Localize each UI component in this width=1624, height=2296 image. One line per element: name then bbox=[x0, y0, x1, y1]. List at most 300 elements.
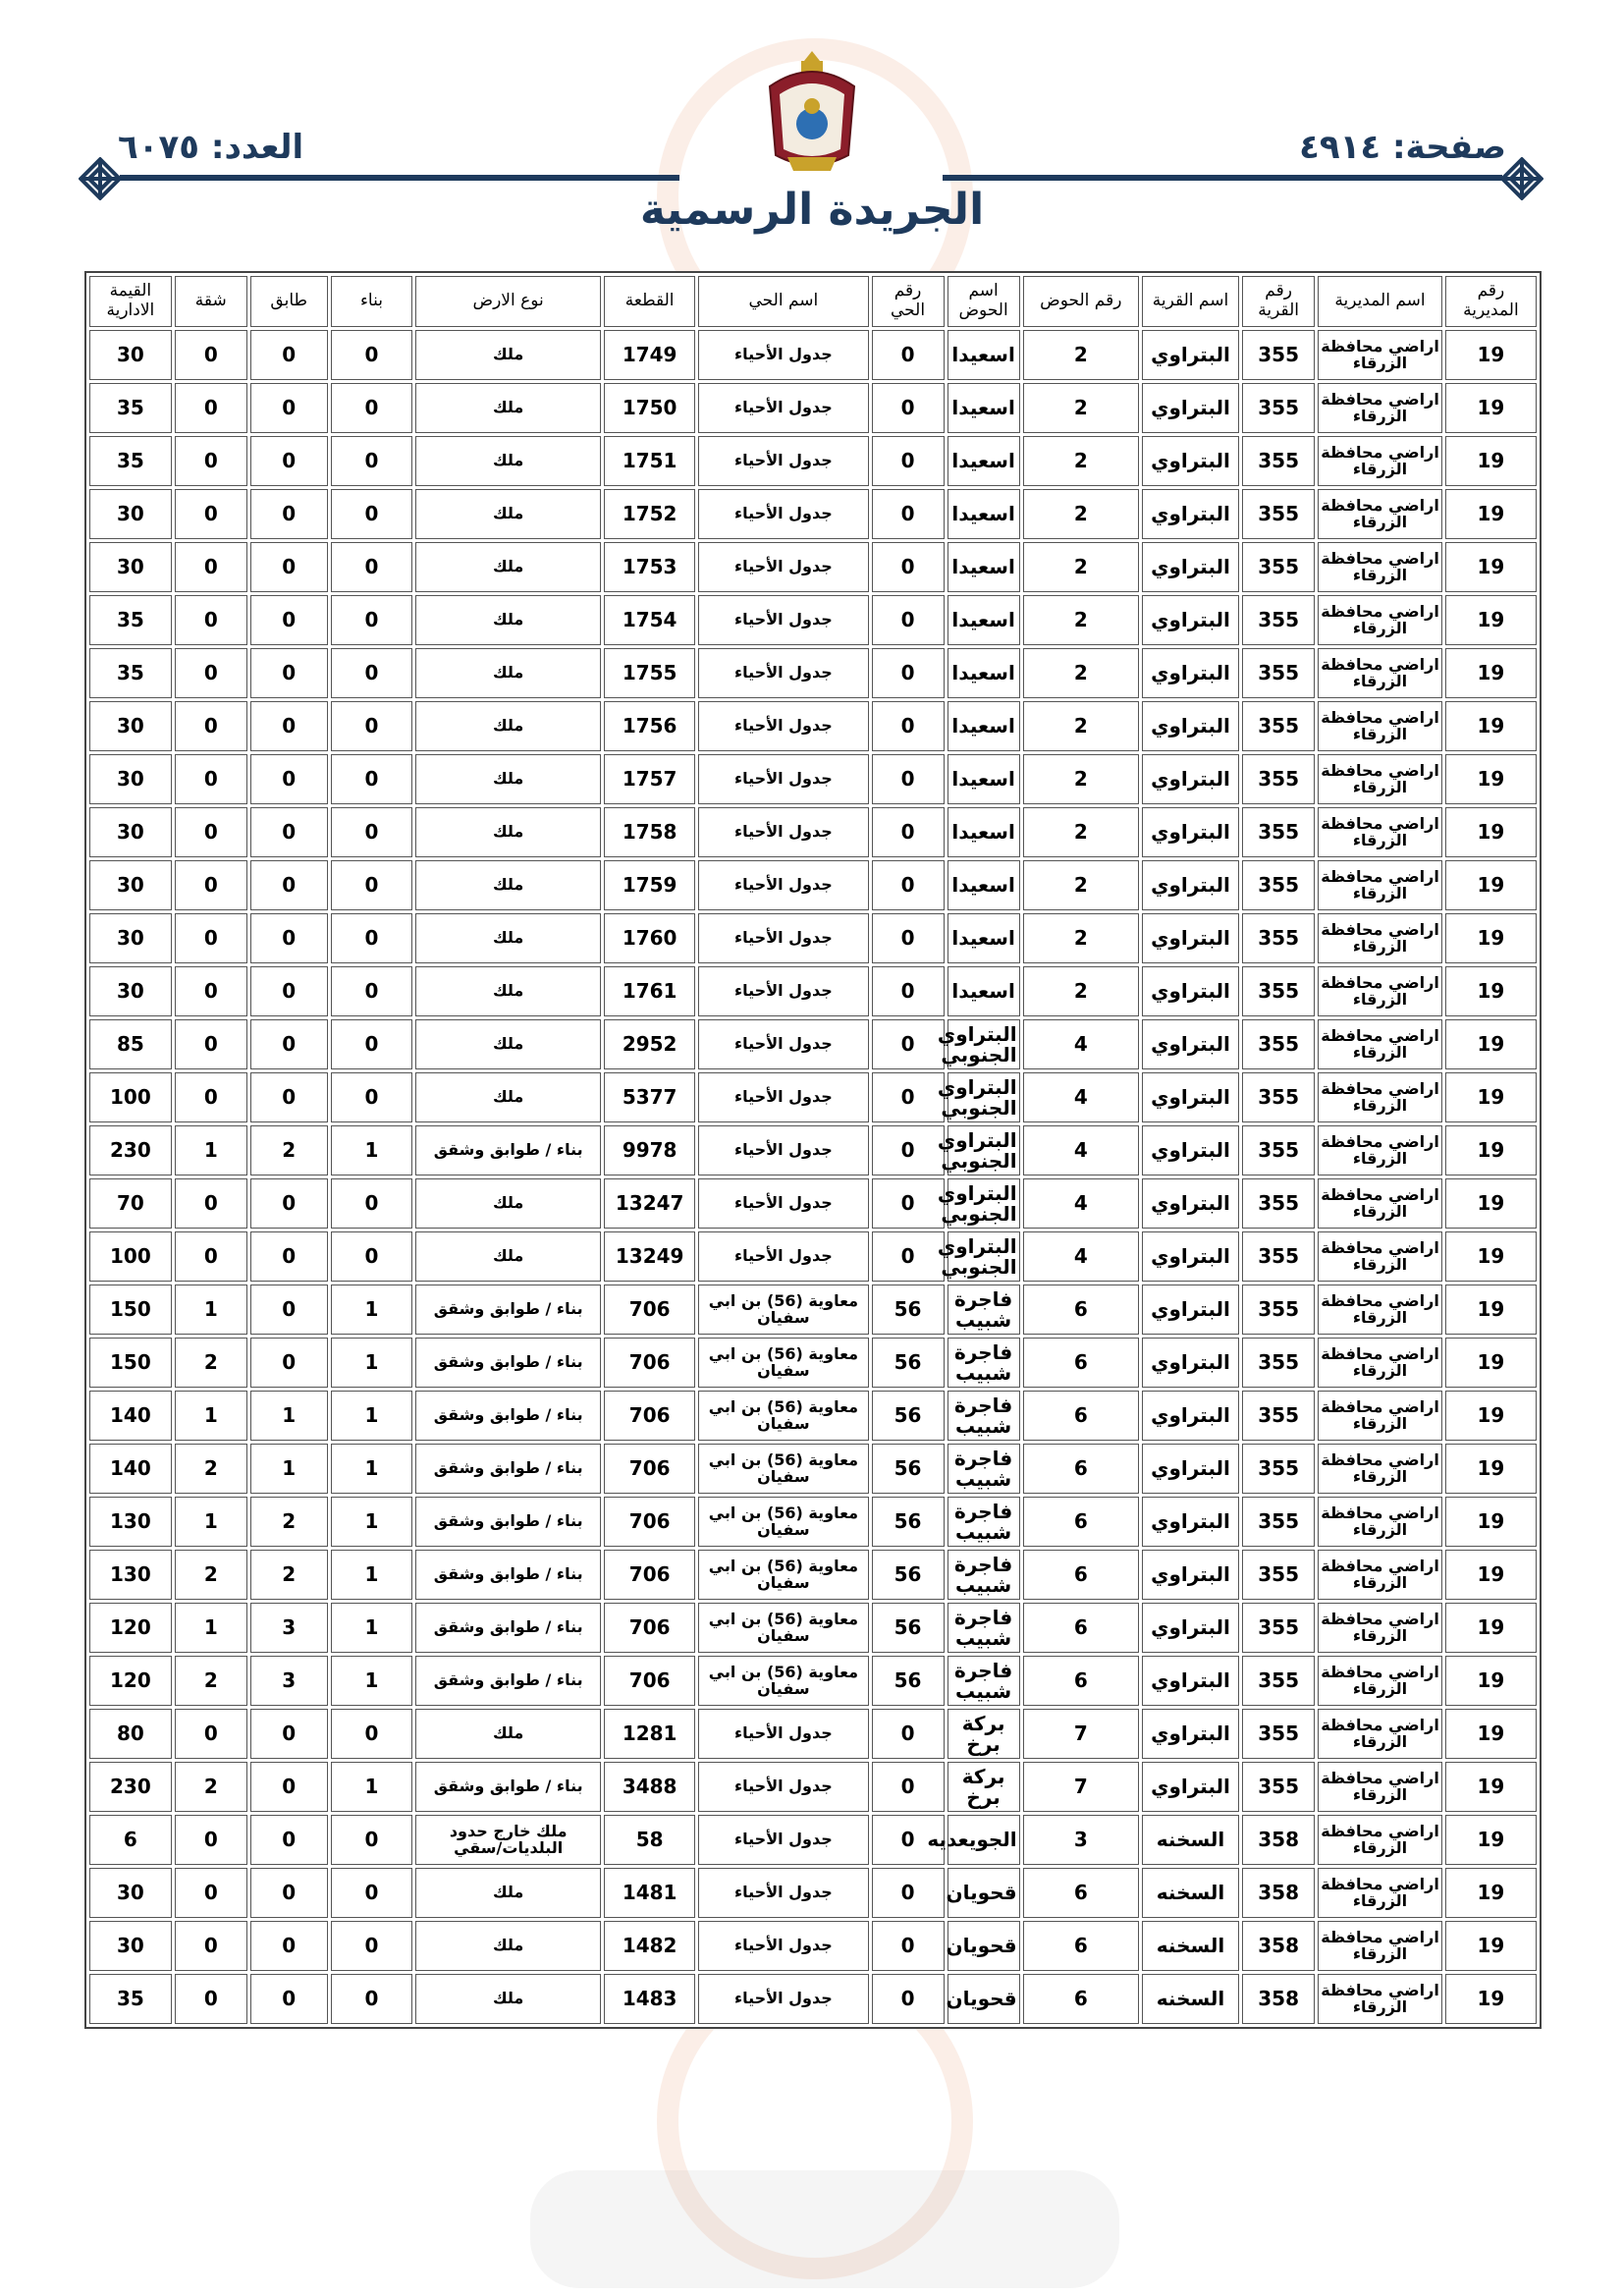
table-cell: 358 bbox=[1242, 1974, 1315, 2024]
table-cell: 355 bbox=[1242, 436, 1315, 486]
table-cell: البتراوي bbox=[1142, 1762, 1239, 1812]
table-cell: قحويان bbox=[947, 1868, 1020, 1918]
table-cell: اسعيدا bbox=[947, 595, 1020, 645]
table-cell: 4 bbox=[1023, 1072, 1139, 1122]
table-cell: 1 bbox=[175, 1391, 247, 1441]
table-cell: 0 bbox=[331, 1921, 413, 1971]
table-cell: ملك bbox=[415, 1072, 601, 1122]
table-cell: 0 bbox=[331, 1709, 413, 1759]
table-cell: اراضي محافظة الزرقاء bbox=[1318, 807, 1442, 857]
table-cell: 706 bbox=[604, 1550, 695, 1600]
table-cell: 0 bbox=[250, 1338, 328, 1388]
table-cell: 0 bbox=[872, 383, 945, 433]
table-cell: 706 bbox=[604, 1603, 695, 1653]
table-cell: 56 bbox=[872, 1444, 945, 1494]
table-cell: 30 bbox=[89, 542, 172, 592]
table-cell: 355 bbox=[1242, 648, 1315, 698]
table-cell: 0 bbox=[872, 966, 945, 1016]
table-cell: 56 bbox=[872, 1603, 945, 1653]
table-cell: 0 bbox=[331, 489, 413, 539]
table-cell: 0 bbox=[872, 436, 945, 486]
table-cell: 0 bbox=[331, 1072, 413, 1122]
table-cell: فاجرة شبيب bbox=[947, 1550, 1020, 1600]
table-cell: 0 bbox=[250, 648, 328, 698]
table-cell: 1 bbox=[331, 1603, 413, 1653]
table-cell: 0 bbox=[175, 1019, 247, 1069]
column-header: رقم القرية bbox=[1242, 276, 1315, 327]
table-cell: 19 bbox=[1445, 1285, 1537, 1335]
table-cell: 355 bbox=[1242, 1497, 1315, 1547]
table-cell: جدول الأحياء bbox=[698, 1921, 868, 1971]
table-cell: جدول الأحياء bbox=[698, 860, 868, 910]
table-cell: 19 bbox=[1445, 1391, 1537, 1441]
table-cell: 1 bbox=[250, 1391, 328, 1441]
land-values-table-container bbox=[84, 271, 1542, 2029]
table-cell: معاوية (56) بن ابي سفيان bbox=[698, 1444, 868, 1494]
table-cell: فاجرة شبيب bbox=[947, 1338, 1020, 1388]
table-cell: ملك bbox=[415, 701, 601, 751]
table-row bbox=[89, 1815, 1537, 1865]
table-cell: معاوية (56) بن ابي سفيان bbox=[698, 1497, 868, 1547]
table-cell: 355 bbox=[1242, 1178, 1315, 1229]
table-cell: 0 bbox=[175, 330, 247, 380]
table-cell: البتراوي bbox=[1142, 913, 1239, 963]
table-cell: ملك bbox=[415, 807, 601, 857]
table-cell: البتراوي bbox=[1142, 383, 1239, 433]
table-cell: 0 bbox=[175, 1974, 247, 2024]
table-cell: 358 bbox=[1242, 1868, 1315, 1918]
table-cell: اراضي محافظة الزرقاء bbox=[1318, 1762, 1442, 1812]
table-cell: 355 bbox=[1242, 1125, 1315, 1175]
table-cell: اراضي محافظة الزرقاء bbox=[1318, 330, 1442, 380]
table-cell: 0 bbox=[250, 489, 328, 539]
table-cell: جدول الأحياء bbox=[698, 1231, 868, 1282]
table-cell: 706 bbox=[604, 1444, 695, 1494]
table-cell: 30 bbox=[89, 860, 172, 910]
table-cell: اراضي محافظة الزرقاء bbox=[1318, 1868, 1442, 1918]
table-cell: بناء / طوابق وشقق bbox=[415, 1762, 601, 1812]
table-cell: 35 bbox=[89, 595, 172, 645]
table-cell: 0 bbox=[331, 1974, 413, 2024]
table-cell: 0 bbox=[250, 1921, 328, 1971]
table-cell: 0 bbox=[331, 860, 413, 910]
table-cell: البتراوي bbox=[1142, 1072, 1239, 1122]
table-cell: اراضي محافظة الزرقاء bbox=[1318, 860, 1442, 910]
table-cell: 0 bbox=[331, 1019, 413, 1069]
table-cell: 1750 bbox=[604, 383, 695, 433]
table-cell: 30 bbox=[89, 913, 172, 963]
table-cell: 0 bbox=[250, 1019, 328, 1069]
table-cell: 19 bbox=[1445, 860, 1537, 910]
table-cell: 1 bbox=[331, 1550, 413, 1600]
table-cell: 0 bbox=[175, 754, 247, 804]
table-cell: معاوية (56) بن ابي سفيان bbox=[698, 1603, 868, 1653]
table-cell: الجويعديه bbox=[947, 1815, 1020, 1865]
table-cell: 0 bbox=[331, 595, 413, 645]
table-cell: 19 bbox=[1445, 1603, 1537, 1653]
table-cell: 355 bbox=[1242, 1019, 1315, 1069]
table-row bbox=[89, 1550, 1537, 1600]
table-cell: 0 bbox=[331, 701, 413, 751]
table-cell: البتراوي bbox=[1142, 648, 1239, 698]
table-cell: 3 bbox=[250, 1656, 328, 1706]
table-cell: اراضي محافظة الزرقاء bbox=[1318, 1921, 1442, 1971]
table-cell: 19 bbox=[1445, 383, 1537, 433]
table-row bbox=[89, 860, 1537, 910]
table-cell: اراضي محافظة الزرقاء bbox=[1318, 1391, 1442, 1441]
table-cell: البتراوي bbox=[1142, 1231, 1239, 1282]
table-row bbox=[89, 1656, 1537, 1706]
table-cell: 0 bbox=[175, 913, 247, 963]
table-cell: 1 bbox=[331, 1338, 413, 1388]
table-cell: 2 bbox=[175, 1656, 247, 1706]
table-cell: 6 bbox=[1023, 1338, 1139, 1388]
table-cell: البتراوي bbox=[1142, 1285, 1239, 1335]
table-row bbox=[89, 1391, 1537, 1441]
table-cell: 3488 bbox=[604, 1762, 695, 1812]
table-cell: 1 bbox=[175, 1285, 247, 1335]
table-cell: 19 bbox=[1445, 1974, 1537, 2024]
table-cell: البتراوي bbox=[1142, 1550, 1239, 1600]
table-cell: جدول الأحياء bbox=[698, 754, 868, 804]
table-cell: 19 bbox=[1445, 1231, 1537, 1282]
table-row bbox=[89, 1974, 1537, 2024]
table-cell: ملك bbox=[415, 754, 601, 804]
table-row bbox=[89, 913, 1537, 963]
table-cell: 355 bbox=[1242, 701, 1315, 751]
table-cell: بركة برخ bbox=[947, 1709, 1020, 1759]
table-cell: البتراوي الجنوبي bbox=[947, 1125, 1020, 1175]
table-cell: فاجرة شبيب bbox=[947, 1391, 1020, 1441]
table-cell: البتراوي الجنوبي bbox=[947, 1072, 1020, 1122]
table-row bbox=[89, 489, 1537, 539]
table-header-row bbox=[89, 276, 1537, 327]
table-cell: 0 bbox=[331, 966, 413, 1016]
table-cell: قحويان bbox=[947, 1974, 1020, 2024]
table-cell: اراضي محافظة الزرقاء bbox=[1318, 1974, 1442, 2024]
table-cell: 355 bbox=[1242, 1285, 1315, 1335]
table-cell: 1757 bbox=[604, 754, 695, 804]
table-cell: البتراوي bbox=[1142, 860, 1239, 910]
table-cell: البتراوي bbox=[1142, 1603, 1239, 1653]
table-cell: 19 bbox=[1445, 489, 1537, 539]
table-cell: 130 bbox=[89, 1550, 172, 1600]
table-cell: 706 bbox=[604, 1391, 695, 1441]
table-cell: 0 bbox=[250, 1762, 328, 1812]
table-cell: 706 bbox=[604, 1338, 695, 1388]
table-cell: 0 bbox=[331, 754, 413, 804]
column-header: بناء bbox=[331, 276, 413, 327]
table-cell: 19 bbox=[1445, 1709, 1537, 1759]
table-cell: 19 bbox=[1445, 1550, 1537, 1600]
table-cell: جدول الأحياء bbox=[698, 1868, 868, 1918]
table-cell: 1 bbox=[175, 1603, 247, 1653]
table-cell: 230 bbox=[89, 1762, 172, 1812]
table-cell: 355 bbox=[1242, 1709, 1315, 1759]
table-cell: 1756 bbox=[604, 701, 695, 751]
table-cell: 358 bbox=[1242, 1815, 1315, 1865]
table-cell: 7 bbox=[1023, 1762, 1139, 1812]
table-cell: 0 bbox=[872, 701, 945, 751]
table-cell: 0 bbox=[872, 1019, 945, 1069]
table-cell: 1752 bbox=[604, 489, 695, 539]
table-row bbox=[89, 1497, 1537, 1547]
table-cell: 56 bbox=[872, 1338, 945, 1388]
table-cell: 30 bbox=[89, 1921, 172, 1971]
table-cell: البتراوي الجنوبي bbox=[947, 1019, 1020, 1069]
table-cell: 355 bbox=[1242, 489, 1315, 539]
table-cell: 30 bbox=[89, 1868, 172, 1918]
header-rule-left bbox=[120, 175, 679, 181]
table-cell: 0 bbox=[250, 542, 328, 592]
table-cell: 0 bbox=[175, 542, 247, 592]
table-cell: ملك bbox=[415, 383, 601, 433]
table-cell: جدول الأحياء bbox=[698, 436, 868, 486]
table-cell: 85 bbox=[89, 1019, 172, 1069]
table-row bbox=[89, 1019, 1537, 1069]
table-cell: 355 bbox=[1242, 1444, 1315, 1494]
table-cell: 19 bbox=[1445, 1656, 1537, 1706]
table-cell: البتراوي bbox=[1142, 966, 1239, 1016]
table-cell: البتراوي bbox=[1142, 1444, 1239, 1494]
table-cell: 1 bbox=[331, 1656, 413, 1706]
table-cell: 2 bbox=[1023, 383, 1139, 433]
table-cell: جدول الأحياء bbox=[698, 807, 868, 857]
table-cell: 80 bbox=[89, 1709, 172, 1759]
table-row bbox=[89, 1444, 1537, 1494]
table-cell: اراضي محافظة الزرقاء bbox=[1318, 542, 1442, 592]
table-cell: 0 bbox=[872, 1125, 945, 1175]
table-cell: جدول الأحياء bbox=[698, 1019, 868, 1069]
table-cell: 0 bbox=[250, 754, 328, 804]
table-cell: 0 bbox=[331, 542, 413, 592]
table-cell: اسعيدا bbox=[947, 489, 1020, 539]
table-cell: فاجرة شبيب bbox=[947, 1444, 1020, 1494]
table-cell: جدول الأحياء bbox=[698, 595, 868, 645]
table-cell: ملك bbox=[415, 436, 601, 486]
table-cell: اسعيدا bbox=[947, 701, 1020, 751]
table-cell: 2 bbox=[1023, 330, 1139, 380]
table-cell: البتراوي bbox=[1142, 436, 1239, 486]
table-cell: البتراوي bbox=[1142, 595, 1239, 645]
table-body bbox=[89, 330, 1537, 2024]
table-cell: 0 bbox=[175, 648, 247, 698]
table-cell: اسعيدا bbox=[947, 807, 1020, 857]
table-cell: 1 bbox=[331, 1125, 413, 1175]
table-cell: 0 bbox=[175, 966, 247, 1016]
table-cell: 0 bbox=[872, 860, 945, 910]
table-row bbox=[89, 1285, 1537, 1335]
table-row bbox=[89, 436, 1537, 486]
table-cell: اراضي محافظة الزرقاء bbox=[1318, 1497, 1442, 1547]
table-cell: 355 bbox=[1242, 1338, 1315, 1388]
table-cell: 230 bbox=[89, 1125, 172, 1175]
table-cell: 1281 bbox=[604, 1709, 695, 1759]
table-cell: 0 bbox=[175, 1231, 247, 1282]
table-cell: 2 bbox=[1023, 701, 1139, 751]
table-cell: 0 bbox=[872, 1868, 945, 1918]
table-cell: 19 bbox=[1445, 1762, 1537, 1812]
table-cell: البتراوي bbox=[1142, 1656, 1239, 1706]
table-cell: 56 bbox=[872, 1391, 945, 1441]
table-cell: 30 bbox=[89, 489, 172, 539]
table-cell: 0 bbox=[872, 1762, 945, 1812]
table-cell: 35 bbox=[89, 383, 172, 433]
column-header: اسم المديرية bbox=[1318, 276, 1442, 327]
table-cell: 355 bbox=[1242, 330, 1315, 380]
table-cell: 2 bbox=[175, 1762, 247, 1812]
table-cell: جدول الأحياء bbox=[698, 542, 868, 592]
table-cell: اراضي محافظة الزرقاء bbox=[1318, 648, 1442, 698]
table-cell: 0 bbox=[331, 807, 413, 857]
table-cell: 1760 bbox=[604, 913, 695, 963]
table-cell: البتراوي bbox=[1142, 701, 1239, 751]
table-cell: 19 bbox=[1445, 1338, 1537, 1388]
table-row bbox=[89, 1178, 1537, 1229]
table-cell: 0 bbox=[175, 807, 247, 857]
table-cell: 2 bbox=[175, 1550, 247, 1600]
table-cell: 1482 bbox=[604, 1921, 695, 1971]
table-row bbox=[89, 648, 1537, 698]
table-cell: 2 bbox=[175, 1338, 247, 1388]
table-cell: اراضي محافظة الزرقاء bbox=[1318, 1444, 1442, 1494]
table-cell: جدول الأحياء bbox=[698, 913, 868, 963]
table-cell: معاوية (56) بن ابي سفيان bbox=[698, 1391, 868, 1441]
table-cell: ملك bbox=[415, 1231, 601, 1282]
table-cell: اسعيدا bbox=[947, 913, 1020, 963]
table-cell: 13249 bbox=[604, 1231, 695, 1282]
table-cell: 0 bbox=[175, 1072, 247, 1122]
table-cell: 19 bbox=[1445, 595, 1537, 645]
table-cell: 0 bbox=[250, 595, 328, 645]
table-cell: 2 bbox=[250, 1550, 328, 1600]
table-cell: 6 bbox=[1023, 1603, 1139, 1653]
table-cell: 6 bbox=[1023, 1656, 1139, 1706]
table-row bbox=[89, 1709, 1537, 1759]
table-cell: 0 bbox=[872, 489, 945, 539]
table-cell: 30 bbox=[89, 807, 172, 857]
table-cell: 56 bbox=[872, 1550, 945, 1600]
table-cell: 0 bbox=[872, 1231, 945, 1282]
table-cell: 0 bbox=[872, 1178, 945, 1229]
table-cell: اراضي محافظة الزرقاء bbox=[1318, 1019, 1442, 1069]
table-cell: 0 bbox=[872, 1921, 945, 1971]
table-cell: 0 bbox=[175, 436, 247, 486]
table-cell: 0 bbox=[331, 1868, 413, 1918]
table-cell: 1 bbox=[331, 1285, 413, 1335]
table-cell: معاوية (56) بن ابي سفيان bbox=[698, 1338, 868, 1388]
table-cell: اراضي محافظة الزرقاء bbox=[1318, 383, 1442, 433]
table-cell: بركة برخ bbox=[947, 1762, 1020, 1812]
table-cell: جدول الأحياء bbox=[698, 1125, 868, 1175]
table-cell: 0 bbox=[250, 1178, 328, 1229]
table-cell: 56 bbox=[872, 1285, 945, 1335]
table-cell: 19 bbox=[1445, 648, 1537, 698]
table-cell: اراضي محافظة الزرقاء bbox=[1318, 1709, 1442, 1759]
table-row bbox=[89, 542, 1537, 592]
table-cell: بناء / طوابق وشقق bbox=[415, 1497, 601, 1547]
table-cell: 355 bbox=[1242, 1656, 1315, 1706]
table-cell: 355 bbox=[1242, 1391, 1315, 1441]
table-cell: اسعيدا bbox=[947, 966, 1020, 1016]
table-cell: 2952 bbox=[604, 1019, 695, 1069]
table-row bbox=[89, 595, 1537, 645]
column-header: اسم الحي bbox=[698, 276, 868, 327]
table-cell: 355 bbox=[1242, 1550, 1315, 1600]
table-cell: 2 bbox=[1023, 489, 1139, 539]
table-row bbox=[89, 1125, 1537, 1175]
table-cell: السخنه bbox=[1142, 1815, 1239, 1865]
table-cell: 1 bbox=[331, 1762, 413, 1812]
table-cell: 6 bbox=[89, 1815, 172, 1865]
table-cell: 355 bbox=[1242, 1231, 1315, 1282]
table-cell: 355 bbox=[1242, 1603, 1315, 1653]
table-cell: البتراوي bbox=[1142, 330, 1239, 380]
table-row bbox=[89, 1338, 1537, 1388]
table-cell: 2 bbox=[250, 1125, 328, 1175]
table-cell: 120 bbox=[89, 1603, 172, 1653]
table-cell: جدول الأحياء bbox=[698, 1178, 868, 1229]
table-cell: اراضي محافظة الزرقاء bbox=[1318, 1125, 1442, 1175]
table-cell: البتراوي bbox=[1142, 1391, 1239, 1441]
table-cell: ملك bbox=[415, 913, 601, 963]
table-cell: 0 bbox=[331, 1231, 413, 1282]
table-cell: جدول الأحياء bbox=[698, 701, 868, 751]
column-header: شقة bbox=[175, 276, 247, 327]
table-cell: ملك bbox=[415, 1178, 601, 1229]
table-cell: فاجرة شبيب bbox=[947, 1497, 1020, 1547]
table-cell: 19 bbox=[1445, 1178, 1537, 1229]
table-cell: بناء / طوابق وشقق bbox=[415, 1125, 601, 1175]
table-cell: 0 bbox=[175, 383, 247, 433]
table-cell: 56 bbox=[872, 1497, 945, 1547]
table-cell: 19 bbox=[1445, 1815, 1537, 1865]
table-cell: جدول الأحياء bbox=[698, 1762, 868, 1812]
table-cell: 0 bbox=[175, 1868, 247, 1918]
column-header: القطعة bbox=[604, 276, 695, 327]
table-cell: جدول الأحياء bbox=[698, 383, 868, 433]
table-cell: 1 bbox=[250, 1444, 328, 1494]
page-header bbox=[0, 0, 1624, 265]
table-cell: 0 bbox=[872, 754, 945, 804]
table-row bbox=[89, 330, 1537, 380]
table-cell: 35 bbox=[89, 648, 172, 698]
table-cell: اراضي محافظة الزرقاء bbox=[1318, 913, 1442, 963]
table-cell: 355 bbox=[1242, 542, 1315, 592]
table-row bbox=[89, 754, 1537, 804]
table-cell: 19 bbox=[1445, 913, 1537, 963]
table-cell: 19 bbox=[1445, 1125, 1537, 1175]
table-cell: 0 bbox=[331, 913, 413, 963]
table-cell: 355 bbox=[1242, 913, 1315, 963]
table-cell: 7 bbox=[1023, 1709, 1139, 1759]
table-cell: 0 bbox=[175, 1815, 247, 1865]
table-cell: 4 bbox=[1023, 1125, 1139, 1175]
land-values-table bbox=[84, 271, 1542, 2029]
table-cell: 0 bbox=[250, 913, 328, 963]
table-cell: اراضي محافظة الزرقاء bbox=[1318, 1656, 1442, 1706]
table-cell: 1 bbox=[175, 1497, 247, 1547]
table-cell: 1755 bbox=[604, 648, 695, 698]
table-cell: بناء / طوابق وشقق bbox=[415, 1338, 601, 1388]
table-cell: بناء / طوابق وشقق bbox=[415, 1656, 601, 1706]
table-cell: 6 bbox=[1023, 1497, 1139, 1547]
table-cell: ملك bbox=[415, 330, 601, 380]
table-cell: 355 bbox=[1242, 383, 1315, 433]
table-cell: 35 bbox=[89, 436, 172, 486]
table-cell: 0 bbox=[250, 1709, 328, 1759]
table-cell: فاجرة شبيب bbox=[947, 1656, 1020, 1706]
